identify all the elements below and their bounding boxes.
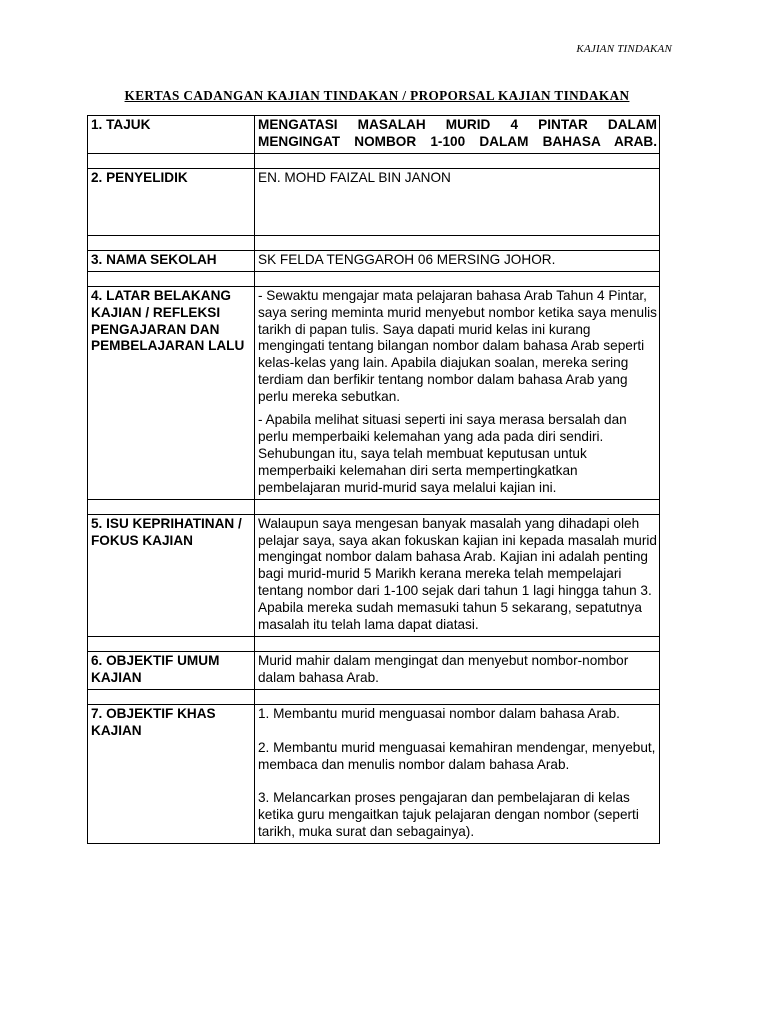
label-isu-fokus: 5. ISU KEPRIHATINAN / FOKUS KAJIAN bbox=[88, 514, 255, 636]
label-objektif-umum: 6. OBJEKTIF UMUM KAJIAN bbox=[88, 651, 255, 689]
label-objektif-khas: 7. OBJEKTIF KHAS KAJIAN bbox=[88, 704, 255, 843]
table-row-objektif-umum bbox=[88, 651, 660, 689]
value-isu-fokus: Walaupun saya mengesan banyak masalah yang dihadapi oleh pelajar saya, saya akan fokuskan kajian ini kepada masalah murid mengingat nombor dalam bahasa Arab. Kajian ini adalah penting bagi murid-murid 5 Marikh kerana mereka telah mempelajari tentang nombor dari 1-100 sejak dari tahun 1 lagi hingga tahun 3. Apabila mereka sudah memasuki tahun 5 sekarang, sepatutnya masalah itu telah lama dapat diatasi. bbox=[255, 514, 660, 636]
table-row-tajuk bbox=[88, 116, 660, 154]
spacer-row bbox=[88, 235, 660, 250]
spacer-row bbox=[88, 499, 660, 514]
table-row-isu-fokus bbox=[88, 514, 660, 636]
label-nama-sekolah: 3. NAMA SEKOLAH bbox=[88, 250, 255, 271]
paragraph: - Sewaktu mengajar mata pelajaran bahasa Arab Tahun 4 Pintar, saya sering meminta murid menyebut nombor ketika saya menulis tarikh di papan tulis. Saya dapati murid kelas ini kurang mengingati tentang bilangan nombor dalam bahasa Arab seperti kelas-kelas yang lain. Apabila diajukan soalan, mereka sering terdiam dan berfikir tentang nombor dalam bahasa Arab yang perlu mereka sebutkan. bbox=[258, 287, 657, 405]
objective-item: 1. Membantu murid menguasai nombor dalam bahasa Arab. bbox=[258, 705, 620, 721]
spacer-row bbox=[88, 271, 660, 286]
value-objektif-umum: Murid mahir dalam mengingat dan menyebut nombor-nombor dalam bahasa Arab. bbox=[255, 651, 660, 689]
value-latar-belakang bbox=[255, 286, 660, 499]
objective-item: 2. Membantu murid menguasai kemahiran mendengar, menyebut, membaca dan menulis nombor dalam bahasa Arab. bbox=[258, 739, 656, 772]
value-objektif-khas bbox=[255, 704, 660, 843]
value-tajuk: MENGATASI MASALAH MURID 4 PINTAR DALAM MENGINGAT NOMBOR 1-100 DALAM BAHASA ARAB. bbox=[255, 116, 660, 154]
table-row-nama-sekolah bbox=[88, 250, 660, 271]
document-title: KERTAS CADANGAN KAJIAN TINDAKAN / PROPORSAL KAJIAN TINDAKAN bbox=[124, 88, 630, 103]
spacer-row bbox=[88, 153, 660, 168]
value-nama-sekolah: SK FELDA TENGGAROH 06 MERSING JOHOR. bbox=[255, 250, 660, 271]
label-tajuk: 1. TAJUK bbox=[88, 116, 255, 154]
label-penyelidik: 2. PENYELIDIK bbox=[88, 168, 255, 235]
running-header: KAJIAN TINDAKAN bbox=[576, 43, 672, 55]
table-row-latar-belakang bbox=[88, 286, 660, 499]
objective-item: 3. Melancarkan proses pengajaran dan pembelajaran di kelas ketika guru mengaitkan tajuk pelajaran dengan nombor (seperti tarikh, muka surat dan sebagainya). bbox=[258, 790, 639, 840]
paragraph: - Apabila melihat situasi seperti ini saya merasa bersalah dan perlu memperbaiki kelemahan yang ada pada diri sendiri. Sehubungan itu, saya telah membuat keputusan untuk memperbaiki kelemahan diri serta mempertingkatkan pembelajaran murid-murid saya melalui kajian ini. bbox=[258, 412, 627, 495]
table-row-penyelidik bbox=[88, 168, 660, 235]
spacer-row bbox=[88, 636, 660, 651]
spacer-row bbox=[88, 689, 660, 704]
value-penyelidik: EN. MOHD FAIZAL BIN JANON bbox=[255, 168, 660, 235]
proposal-table bbox=[87, 115, 660, 844]
table-row-objektif-khas bbox=[88, 704, 660, 843]
label-latar-belakang: 4. LATAR BELAKANG KAJIAN / REFLEKSI PENGAJARAN DAN PEMBELAJARAN LALU bbox=[88, 286, 255, 499]
